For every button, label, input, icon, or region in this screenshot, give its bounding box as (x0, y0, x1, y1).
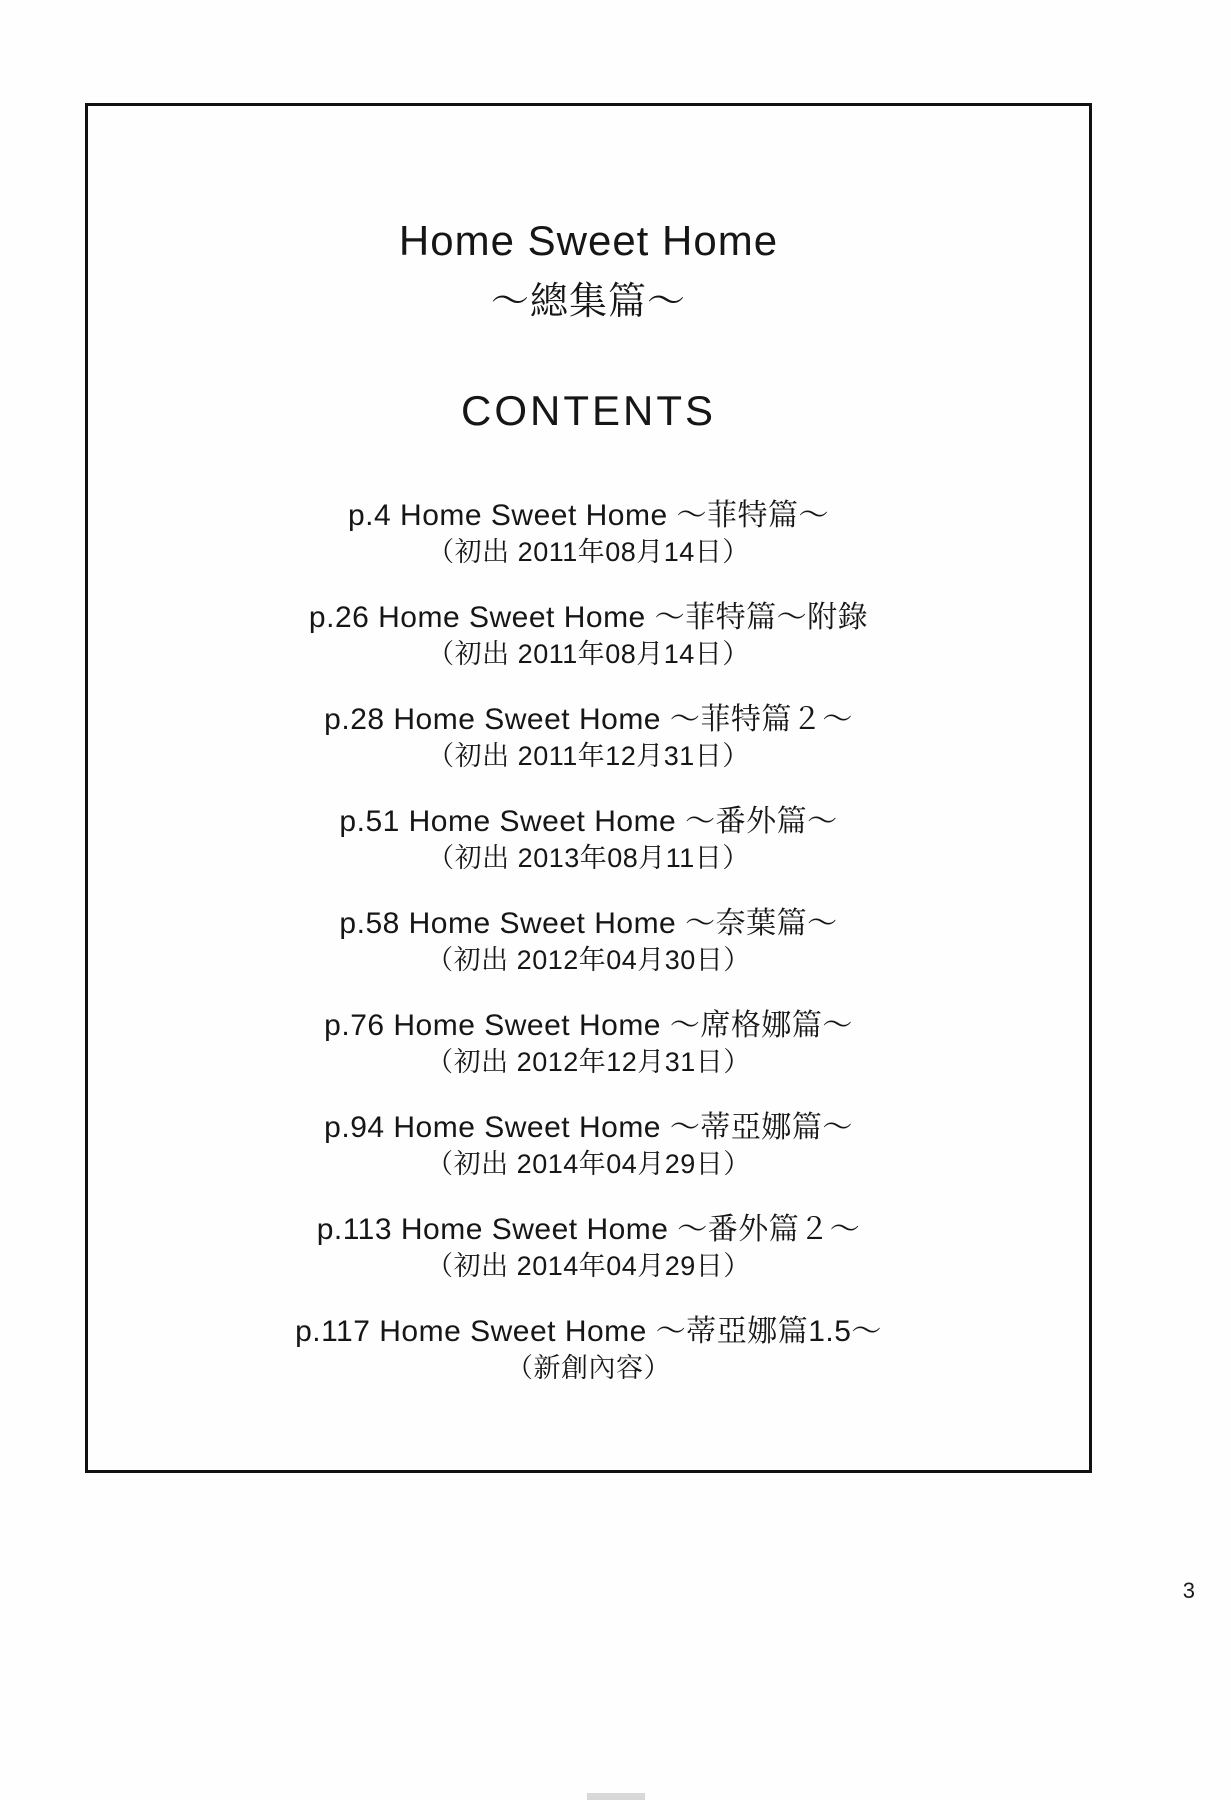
toc-entry-note: （初出 2014年04月29日） (426, 1251, 751, 1282)
toc-entry-note: （初出 2011年12月31日） (427, 740, 750, 771)
list-item (88, 1211, 1089, 1285)
toc-entry-note: （初出 2013年08月11日） (427, 842, 750, 873)
toc-entry-title: p.117 Home Sweet Home 〜蒂亞娜篇1.5〜 (295, 1314, 882, 1348)
list-item (88, 497, 1089, 571)
content-area (88, 106, 1089, 1470)
toc-entry-note: （初出 2012年12月31日） (426, 1047, 751, 1078)
toc-entry-title: p.58 Home Sweet Home 〜奈葉篇〜 (339, 906, 838, 940)
toc-entry-title: p.113 Home Sweet Home 〜番外篇２〜 (316, 1212, 861, 1246)
page-title: Home Sweet Home (398, 217, 779, 264)
toc-entry-title: p.76 Home Sweet Home 〜席格娜篇〜 (324, 1008, 853, 1042)
page-number: 3 (1182, 1578, 1195, 1603)
toc-entry-note: （初出 2012年04月30日） (426, 945, 751, 975)
list-item (88, 599, 1089, 673)
list-item (88, 701, 1089, 775)
contents-heading: CONTENTS (461, 386, 716, 434)
list-item (88, 803, 1089, 877)
list-item (88, 1109, 1089, 1183)
toc-entry-title: p.94 Home Sweet Home 〜蒂亞娜篇〜 (324, 1110, 853, 1144)
toc-entry-title: p.51 Home Sweet Home 〜番外篇〜 (339, 804, 838, 838)
toc-entry-note: （初出 2011年08月14日） (427, 638, 750, 669)
toc-entry-note: （初出 2014年04月29日） (426, 1149, 751, 1180)
list-item (88, 905, 1089, 979)
toc-entry-title: p.4 Home Sweet Home 〜菲特篇〜 (348, 498, 829, 532)
bottom-registration-mark (587, 1793, 645, 1800)
content-frame-border (85, 103, 1092, 1473)
toc-entry-title: p.26 Home Sweet Home 〜菲特篇〜附錄 (308, 600, 869, 634)
toc-entry-title: p.28 Home Sweet Home 〜菲特篇２〜 (324, 702, 853, 736)
list-item (88, 1007, 1089, 1081)
page-subtitle: 〜總集篇〜 (490, 280, 686, 323)
toc-entry-note: （新創內容） (506, 1353, 671, 1384)
toc-entry-note: （初出 2011年08月14日） (427, 536, 750, 567)
table-of-contents (88, 435, 1089, 1387)
list-item (88, 1313, 1089, 1387)
